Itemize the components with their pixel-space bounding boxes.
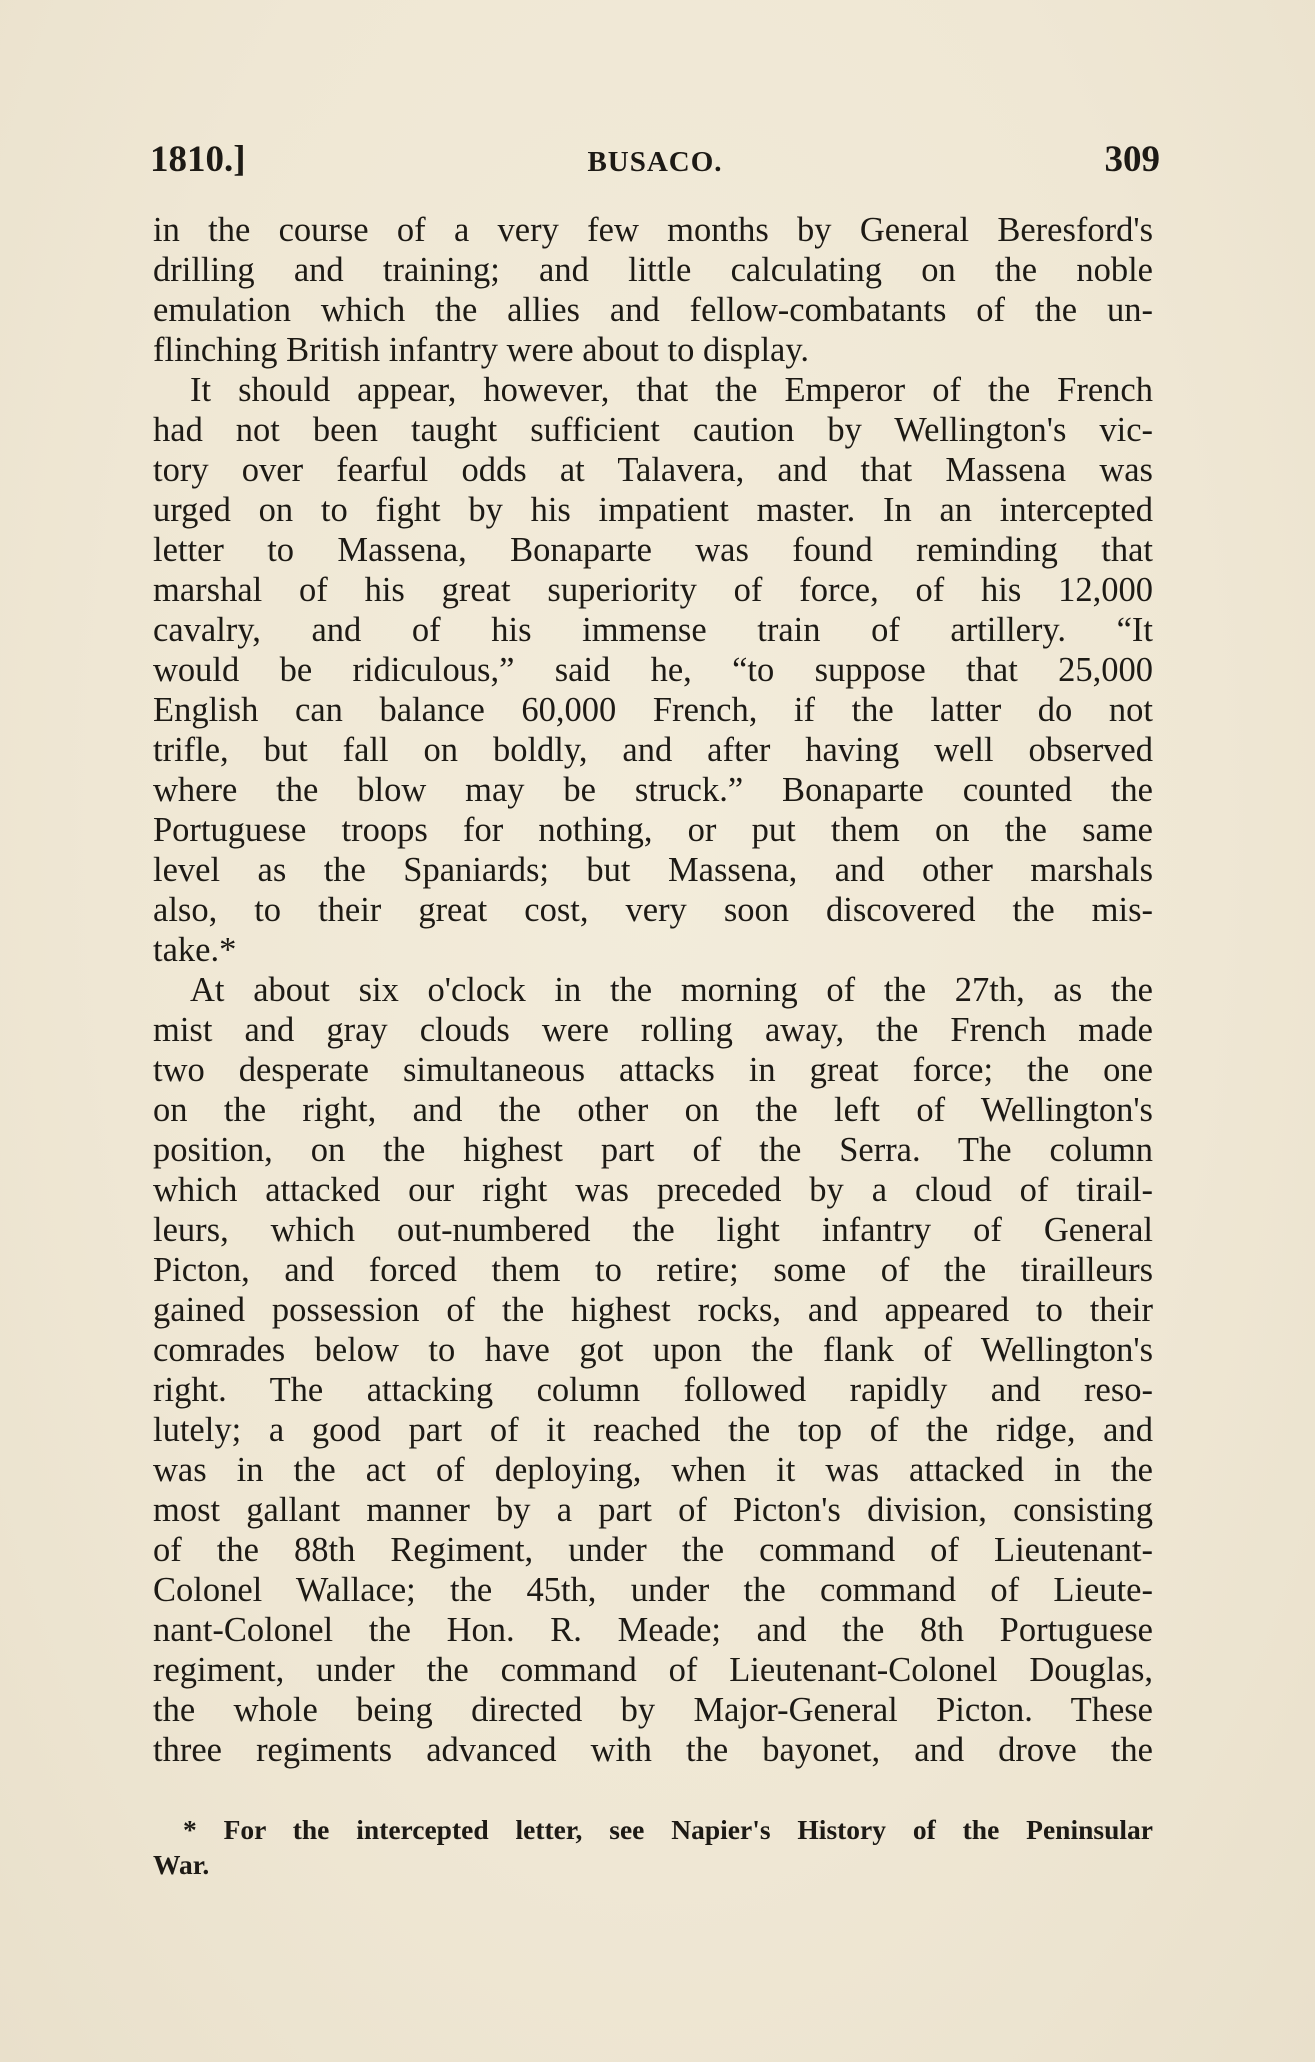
text-line: two desperate simultaneous attacks in great force; the one (153, 1051, 1153, 1089)
header-year: 1810.] (150, 139, 246, 180)
body-text (153, 210, 1153, 1770)
text-line: where the blow may be struck.” Bonaparte counted the (153, 771, 1153, 809)
text-line: which attacked our right was preceded by a cloud of tirail- (153, 1171, 1153, 1209)
text-line: trifle, but fall on boldly, and after having well observed (153, 731, 1153, 769)
text-line: cavalry, and of his immense train of artillery. “It (153, 611, 1153, 649)
text-line: level as the Spaniards; but Massena, and other marshals (153, 851, 1153, 889)
footnote (153, 1812, 1153, 1882)
text-line: It should appear, however, that the Emperor of the French (190, 371, 1153, 409)
text-line: on the right, and the other on the left of Wellington's (153, 1091, 1153, 1129)
header-title: BUSACO. (587, 146, 723, 178)
page-number: 309 (1104, 139, 1160, 180)
text-line: Portuguese troops for nothing, or put them on the same (153, 811, 1153, 849)
running-header (150, 138, 1160, 188)
text-line: of the 88th Regiment, under the command of Lieutenant- (153, 1531, 1153, 1569)
text-line: emulation which the allies and fellow-combatants of the un- (153, 291, 1153, 329)
text-line: take.* (153, 931, 237, 969)
text-line: nant-Colonel the Hon. R. Meade; and the 8th Portuguese (153, 1611, 1153, 1649)
text-line: tory over fearful odds at Talavera, and that Massena was (153, 451, 1153, 489)
text-line: the whole being directed by Major-General Picton. These (153, 1691, 1153, 1729)
text-line: gained possession of the highest rocks, and appeared to their (153, 1291, 1153, 1329)
text-line: At about six o'clock in the morning of the 27th, as the (190, 971, 1153, 1009)
footnote-line: War. (153, 1849, 210, 1880)
text-line: English can balance 60,000 French, if the latter do not (153, 691, 1153, 729)
text-line: Colonel Wallace; the 45th, under the command of Lieute- (153, 1571, 1153, 1609)
text-line: three regiments advanced with the bayonet, and drove the (153, 1731, 1153, 1769)
text-line: would be ridiculous,” said he, “to suppose that 25,000 (153, 651, 1153, 689)
text-line: drilling and training; and little calculating on the noble (153, 251, 1153, 289)
text-line: marshal of his great superiority of force, of his 12,000 (153, 571, 1153, 609)
text-line: regiment, under the command of Lieutenant-Colonel Douglas, (153, 1651, 1153, 1689)
text-line: urged on to fight by his impatient master. In an intercepted (153, 491, 1153, 529)
text-line: flinching British infantry were about to display. (153, 331, 810, 369)
text-line: had not been taught sufficient caution by Wellington's vic- (153, 411, 1153, 449)
text-line: comrades below to have got upon the flank of Wellington's (153, 1331, 1153, 1369)
text-line: was in the act of deploying, when it was attacked in the (153, 1451, 1153, 1489)
text-line: most gallant manner by a part of Picton's division, consisting (153, 1491, 1153, 1529)
text-line: leurs, which out-numbered the light infantry of General (153, 1211, 1153, 1249)
text-line: letter to Massena, Bonaparte was found reminding that (153, 531, 1153, 569)
text-line: position, on the highest part of the Serra. The column (153, 1131, 1153, 1169)
text-line: right. The attacking column followed rapidly and reso- (153, 1371, 1153, 1409)
text-line: lutely; a good part of it reached the top of the ridge, and (153, 1411, 1153, 1449)
footnote-line: * For the intercepted letter, see Napier's History of the Peninsular (183, 1814, 1153, 1845)
text-line: Picton, and forced them to retire; some of the tirailleurs (153, 1251, 1153, 1289)
text-line: in the course of a very few months by General Beresford's (153, 211, 1153, 249)
text-line: also, to their great cost, very soon discovered the mis- (153, 891, 1153, 929)
text-line: mist and gray clouds were rolling away, the French made (153, 1011, 1153, 1049)
